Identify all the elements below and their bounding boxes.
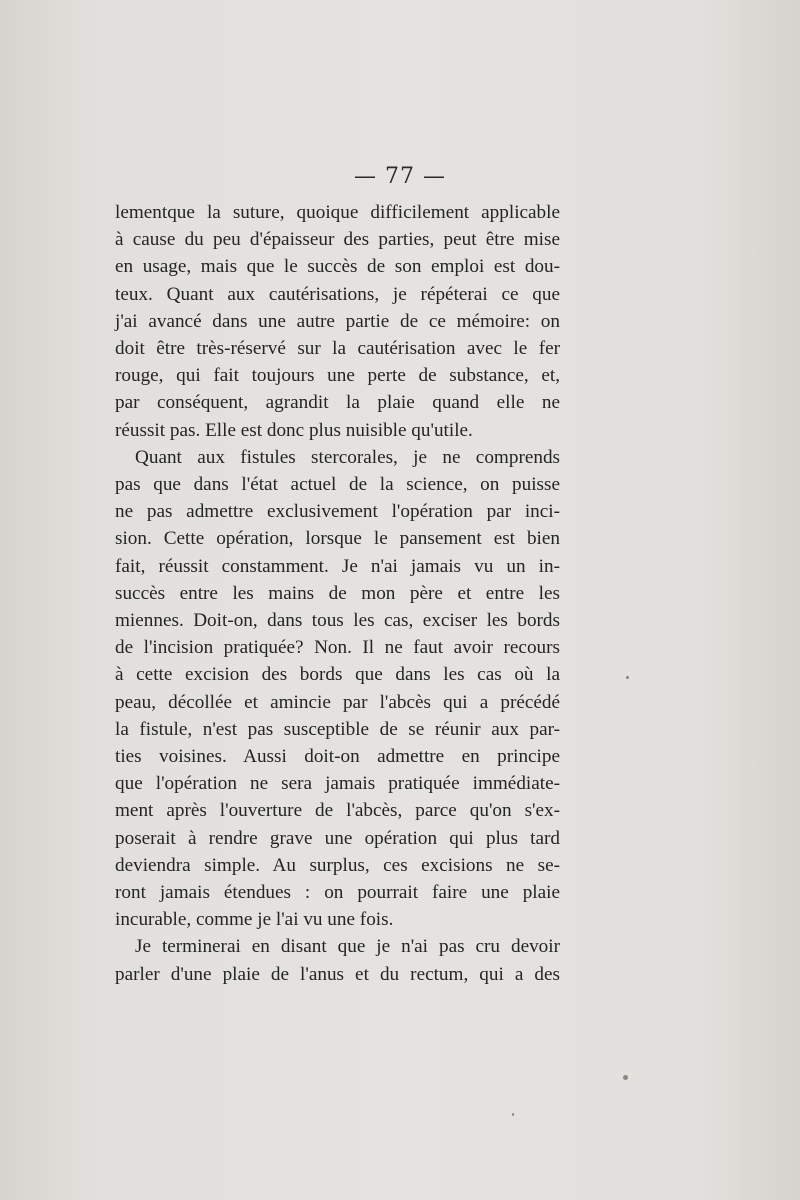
- paper-speck: [623, 1075, 628, 1080]
- text-line: que l'opération ne sera jamais pratiquée immédiate-: [115, 773, 560, 795]
- text-line: de l'incision pratiquée? Non. Il ne faut avoir recours: [115, 637, 560, 659]
- text-line: Quant aux fistules stercorales, je ne comprends: [135, 446, 560, 468]
- text-line: Je terminerai en disant que je n'ai pas cru devoir: [135, 936, 560, 958]
- text-line: pas que dans l'état actuel de la science, on puisse: [115, 474, 560, 496]
- text-line: la fistule, n'est pas susceptible de se réunir aux par-: [115, 718, 560, 740]
- text-line: ties voisines. Aussi doit-on admettre en principe: [115, 746, 560, 768]
- text-line: incurable, comme je l'ai vu une fois.: [115, 909, 394, 931]
- text-line: à cause du peu d'épaisseur des parties, peut être mise: [115, 229, 560, 251]
- text-line: ment après l'ouverture de l'abcès, parce qu'on s'ex-: [115, 800, 560, 822]
- text-line: doit être très-réservé sur la cautérisation avec le fer: [115, 338, 560, 360]
- text-line: par conséquent, agrandit la plaie quand elle ne: [115, 392, 560, 414]
- text-line: fait, réussit constamment. Je n'ai jamais vu un in-: [115, 555, 560, 577]
- text-line: réussit pas. Elle est donc plus nuisible qu'utile.: [115, 419, 473, 441]
- text-line: ront jamais étendues : on pourrait faire une plaie: [115, 882, 560, 904]
- text-line: en usage, mais que le succès de son emploi est dou-: [115, 256, 560, 278]
- text-line: peau, décollée et amincie par l'abcès qui a précédé: [115, 691, 560, 713]
- text-line: rouge, qui fait toujours une perte de substance, et,: [115, 365, 560, 387]
- text-line: deviendra simple. Au surplus, ces excisions ne se-: [115, 854, 560, 876]
- text-line: lementque la suture, quoique difficilement applicable: [115, 202, 560, 223]
- text-line: j'ai avancé dans une autre partie de ce mémoire: on: [115, 310, 560, 332]
- paper-speck: [626, 676, 629, 679]
- text-line: poserait à rendre grave une opération qui plus tard: [115, 827, 560, 849]
- paper-speck: [512, 1113, 514, 1116]
- text-line: parler d'une plaie de l'anus et du rectum, qui a des: [115, 963, 560, 985]
- text-line: teux. Quant aux cautérisations, je répéterai ce que: [115, 283, 560, 305]
- text-line: succès entre les mains de mon père et entre les: [115, 582, 560, 604]
- text-line: ne pas admettre exclusivement l'opération par inci-: [115, 501, 560, 523]
- text-line: sion. Cette opération, lorsque le pansement est bien: [115, 528, 560, 550]
- page-number: — 77 —: [354, 164, 446, 189]
- text-line: à cette excision des bords que dans les cas où la: [115, 664, 560, 686]
- text-line: miennes. Doit-on, dans tous les cas, exciser les bords: [115, 610, 560, 632]
- body-text: [115, 199, 560, 988]
